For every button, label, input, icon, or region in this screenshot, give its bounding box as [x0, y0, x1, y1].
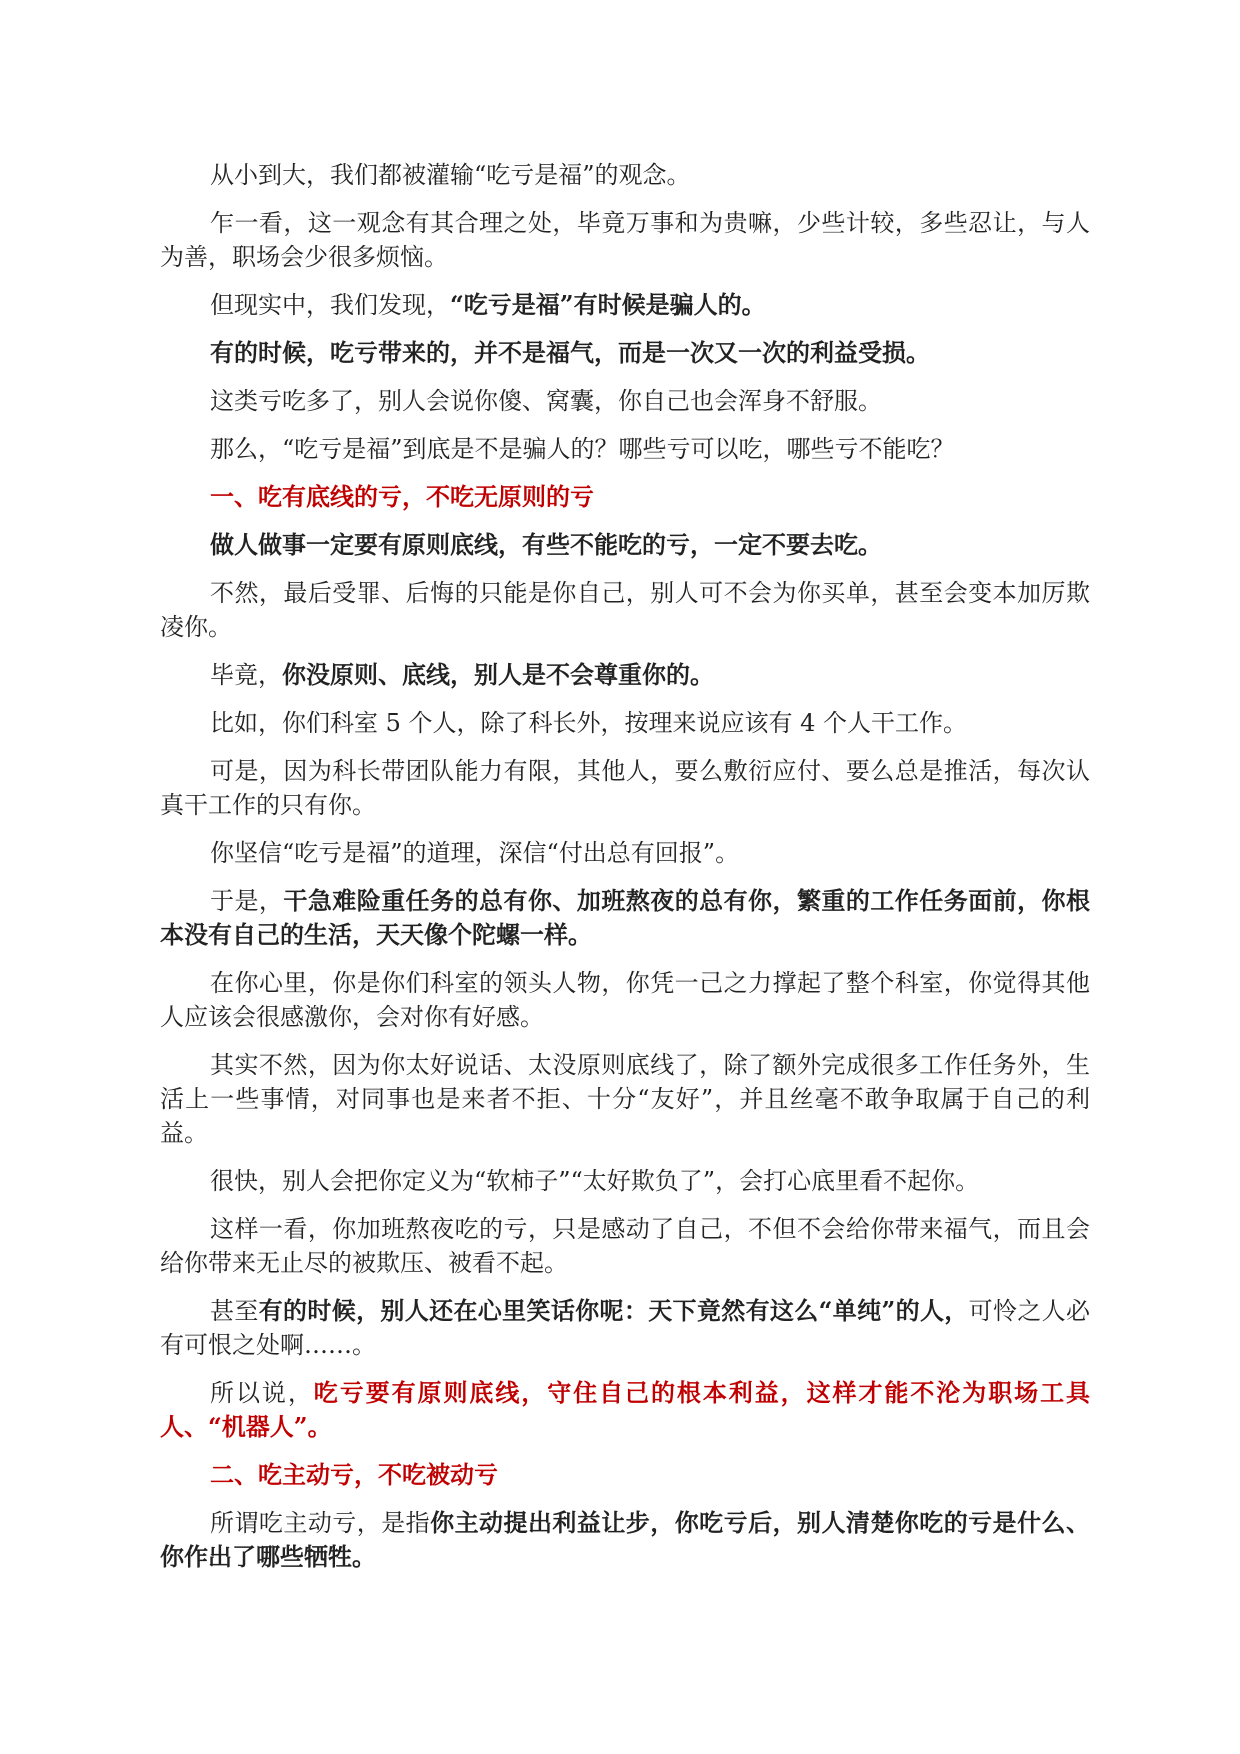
paragraph-s1-13: 所以说，吃亏要有原则底线，守住自己的根本利益，这样才能不沦为职场工具人、“机器人”。 — [160, 1378, 1091, 1441]
section-heading-1: 一、吃有底线的亏，不吃无原则的亏 — [210, 482, 594, 511]
paragraph-s1-9: 其实不然，因为你太好说话、太没原则底线了，除了额外完成很多工作任务外，生活上一些事情，对同事也是来者不拒、十分“友好”，并且丝毫不敢争取属于自己的利益。 — [160, 1051, 1090, 1147]
paragraph-intro-2: 乍一看，这一观念有其合理之处，毕竟万事和为贵嘛，少些计较，多些忍让，与人为善，职场会少很多烦恼。 — [160, 209, 1090, 271]
paragraph-s1-3: 毕竟，你没原则、底线，别人是不会尊重你的。 — [210, 660, 714, 689]
paragraph-intro-1: 从小到大，我们都被灌输“吃亏是福”的观念。 — [210, 161, 691, 189]
paragraph-s1-1: 做人做事一定要有原则底线，有些不能吃的亏，一定不要去吃。 — [210, 530, 882, 559]
paragraph-s1-10: 很快，别人会把你定义为“软柿子”“太好欺负了”，会打心底里看不起你。 — [210, 1167, 980, 1195]
paragraph-s1-11: 这样一看，你加班熬夜吃的亏，只是感动了自己，不但不会给你带来福气，而且会给你带来无止尽的被欺压、被看不起。 — [160, 1215, 1090, 1277]
paragraph-s1-5: 可是，因为科长带团队能力有限，其他人，要么敷衍应付、要么总是推活，每次认真干工作的只有你。 — [160, 757, 1090, 819]
paragraph-intro-3: 但现实中，我们发现，“吃亏是福”有时候是骗人的。 — [210, 290, 766, 319]
paragraph-s1-12: 甚至有的时候，别人还在心里笑话你呢：天下竟然有这么“单纯”的人，可怜之人必有可恨之处啊……。 — [160, 1296, 1091, 1359]
paragraph-s1-4: 比如，你们科室 5 个人，除了科长外，按理来说应该有 4 个人干工作。 — [210, 709, 968, 737]
paragraph-s1-8: 在你心里，你是你们科室的领头人物，你凭一己之力撑起了整个科室，你觉得其他人应该会很感激你，会对你有好感。 — [160, 969, 1090, 1031]
paragraph-intro-6: 那么，“吃亏是福”到底是不是骗人的？哪些亏可以吃，哪些亏不能吃？ — [210, 435, 955, 463]
section-heading-2: 二、吃主动亏，不吃被动亏 — [210, 1460, 498, 1489]
paragraph-s1-7: 于是，干急难险重任务的总有你、加班熬夜的总有你，繁重的工作任务面前，你根本没有自己的生活，天天像个陀螺一样。 — [160, 886, 1091, 949]
paragraph-intro-4: 有的时候，吃亏带来的，并不是福气，而是一次又一次的利益受损。 — [210, 338, 930, 367]
document-page — [160, 158, 1090, 1588]
paragraph-s2-1: 所谓吃主动亏，是指你主动提出利益让步，你吃亏后，别人清楚你吃的亏是什么、你作出了哪些牺牲。 — [160, 1508, 1091, 1571]
paragraph-intro-5: 这类亏吃多了，别人会说你傻、窝囊，你自己也会浑身不舒服。 — [210, 387, 882, 415]
paragraph-s1-2: 不然，最后受罪、后悔的只能是你自己，别人可不会为你买单，甚至会变本加厉欺凌你。 — [160, 579, 1090, 641]
paragraph-s1-6: 你坚信“吃亏是福”的道理，深信“付出总有回报”。 — [210, 839, 740, 867]
